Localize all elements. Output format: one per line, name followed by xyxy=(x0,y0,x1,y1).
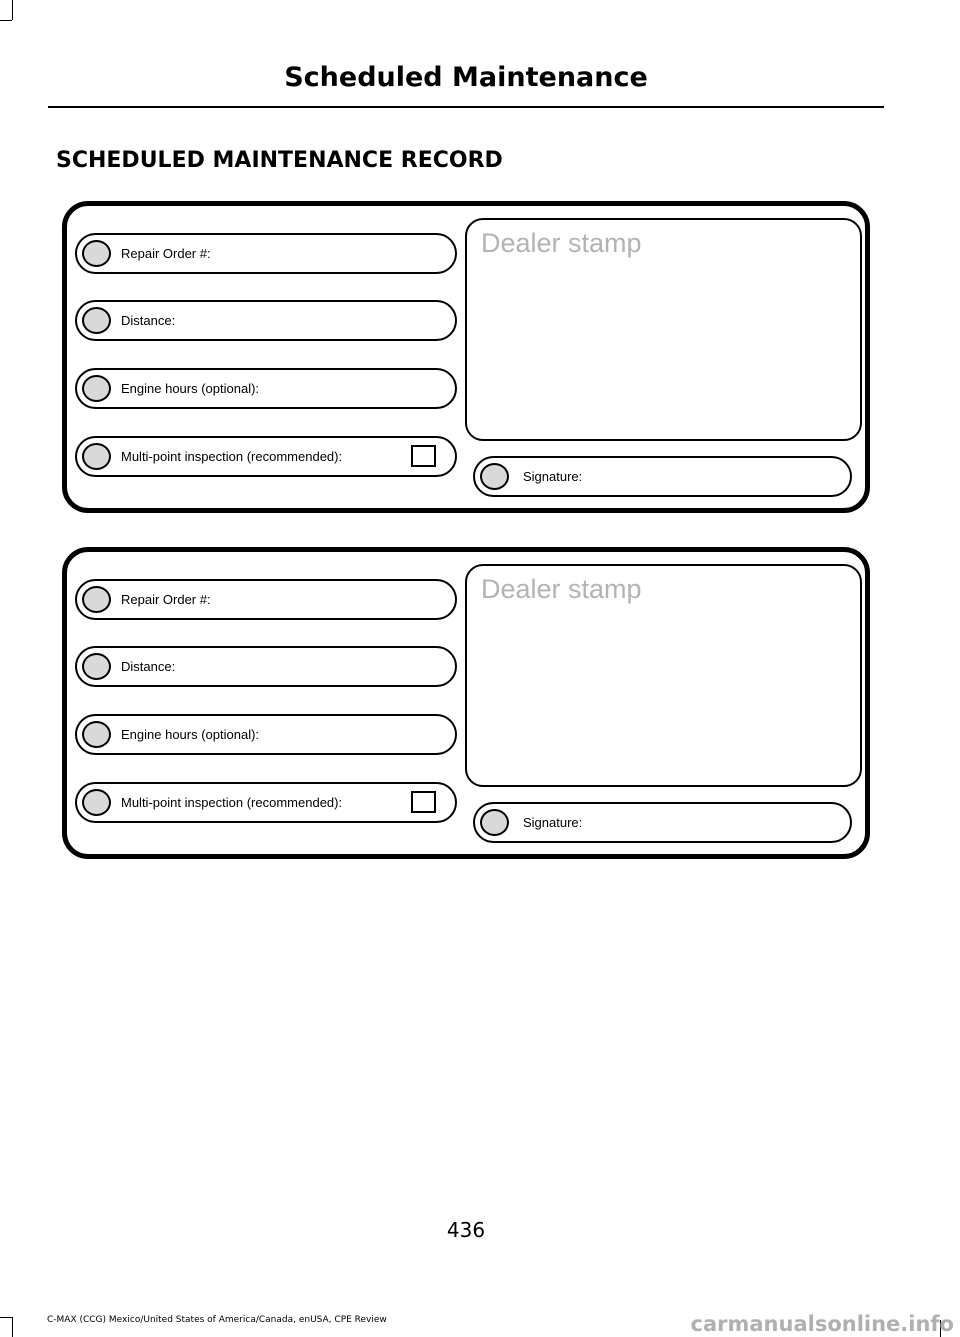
repair-order-label: Repair Order #: xyxy=(121,592,211,607)
field-knob-icon xyxy=(82,375,111,402)
field-knob-icon xyxy=(480,463,509,490)
inspection-label: Multi-point inspection (recommended): xyxy=(121,449,343,464)
field-knob-icon xyxy=(82,586,111,613)
distance-field[interactable] xyxy=(75,300,457,341)
field-knob-icon xyxy=(480,809,509,836)
inspection-field xyxy=(75,436,457,477)
signature-field[interactable] xyxy=(473,456,852,497)
distance-label: Distance: xyxy=(121,313,176,328)
dealer-stamp-area xyxy=(465,218,862,441)
field-knob-icon xyxy=(82,789,111,816)
repair-order-field[interactable] xyxy=(75,233,457,274)
engine-hours-field[interactable] xyxy=(75,368,457,409)
watermark: carmanualsonline.info xyxy=(690,1312,954,1336)
inspection-checkbox[interactable] xyxy=(411,445,436,467)
section-title: SCHEDULED MAINTENANCE RECORD xyxy=(56,148,503,173)
header-divider xyxy=(48,106,884,108)
dealer-stamp-label: Dealer stamp xyxy=(481,574,642,604)
field-knob-icon xyxy=(82,307,111,334)
maintenance-record-1 xyxy=(62,201,870,513)
field-knob-icon xyxy=(82,721,111,748)
engine-hours-label: Engine hours (optional): xyxy=(121,381,260,396)
maintenance-record-2 xyxy=(62,547,870,859)
field-knob-icon xyxy=(82,240,111,267)
footer-edition: C-MAX (CCG) Mexico/United States of America/Canada, enUSA, CPE Review xyxy=(47,1315,387,1325)
engine-hours-field[interactable] xyxy=(75,714,457,755)
signature-field[interactable] xyxy=(473,802,852,843)
page-number: 436 xyxy=(446,1218,486,1242)
signature-label: Signature: xyxy=(523,815,583,830)
inspection-label: Multi-point inspection (recommended): xyxy=(121,795,343,810)
crop-mark xyxy=(0,20,12,21)
inspection-checkbox[interactable] xyxy=(411,791,436,813)
field-knob-icon xyxy=(82,653,111,680)
crop-mark xyxy=(12,0,13,20)
dealer-stamp-label: Dealer stamp xyxy=(481,228,642,258)
crop-mark xyxy=(0,1317,12,1318)
crop-mark xyxy=(12,1317,13,1337)
distance-field[interactable] xyxy=(75,646,457,687)
field-knob-icon xyxy=(82,443,111,470)
repair-order-field[interactable] xyxy=(75,579,457,620)
page-header-title: Scheduled Maintenance xyxy=(284,62,648,93)
engine-hours-label: Engine hours (optional): xyxy=(121,727,260,742)
dealer-stamp-area xyxy=(465,564,862,787)
distance-label: Distance: xyxy=(121,659,176,674)
signature-label: Signature: xyxy=(523,469,583,484)
inspection-field xyxy=(75,782,457,823)
repair-order-label: Repair Order #: xyxy=(121,246,211,261)
